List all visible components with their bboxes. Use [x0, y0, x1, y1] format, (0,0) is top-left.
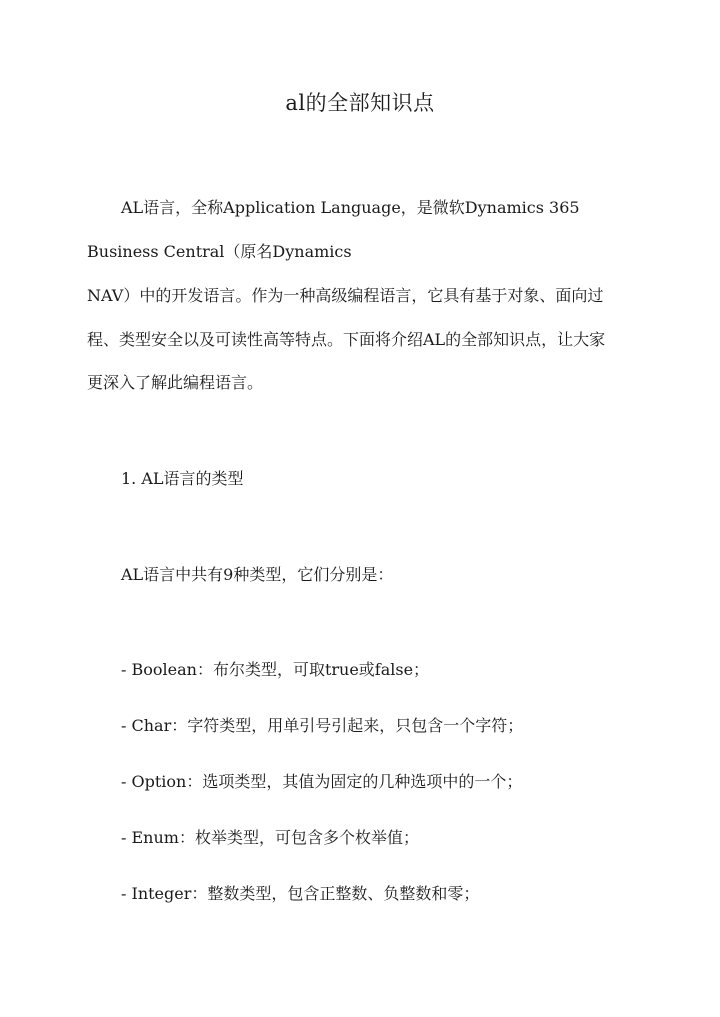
- type-item-boolean: - Boolean：布尔类型，可取true或false；: [121, 660, 430, 679]
- intro-line-5: 更深入了解此编程语言。: [87, 373, 264, 392]
- document-title: al的全部知识点: [285, 91, 435, 115]
- intro-line-1: AL语言，全称Application Language，是微软Dynamics 365: [121, 198, 580, 217]
- type-item-char: - Char：字符类型，用单引号引起来，只包含一个字符；: [121, 716, 524, 735]
- intro-line-3: NAV）中的开发语言。作为一种高级编程语言，它具有基于对象、面向过: [87, 286, 604, 305]
- type-item-enum: - Enum：枚举类型，可包含多个枚举值；: [121, 828, 419, 847]
- types-intro: AL语言中共有9种类型，它们分别是：: [121, 565, 394, 584]
- type-item-option: - Option：选项类型，其值为固定的几种选项中的一个；: [121, 772, 523, 791]
- type-item-integer: - Integer：整数类型，包含正整数、负整数和零；: [121, 884, 480, 903]
- section-heading: 1. AL语言的类型: [121, 469, 244, 488]
- intro-line-2: Business Central（原名Dynamics: [87, 242, 352, 261]
- intro-line-4: 程、类型安全以及可读性高等特点。下面将介绍AL的全部知识点，让大家: [87, 330, 606, 349]
